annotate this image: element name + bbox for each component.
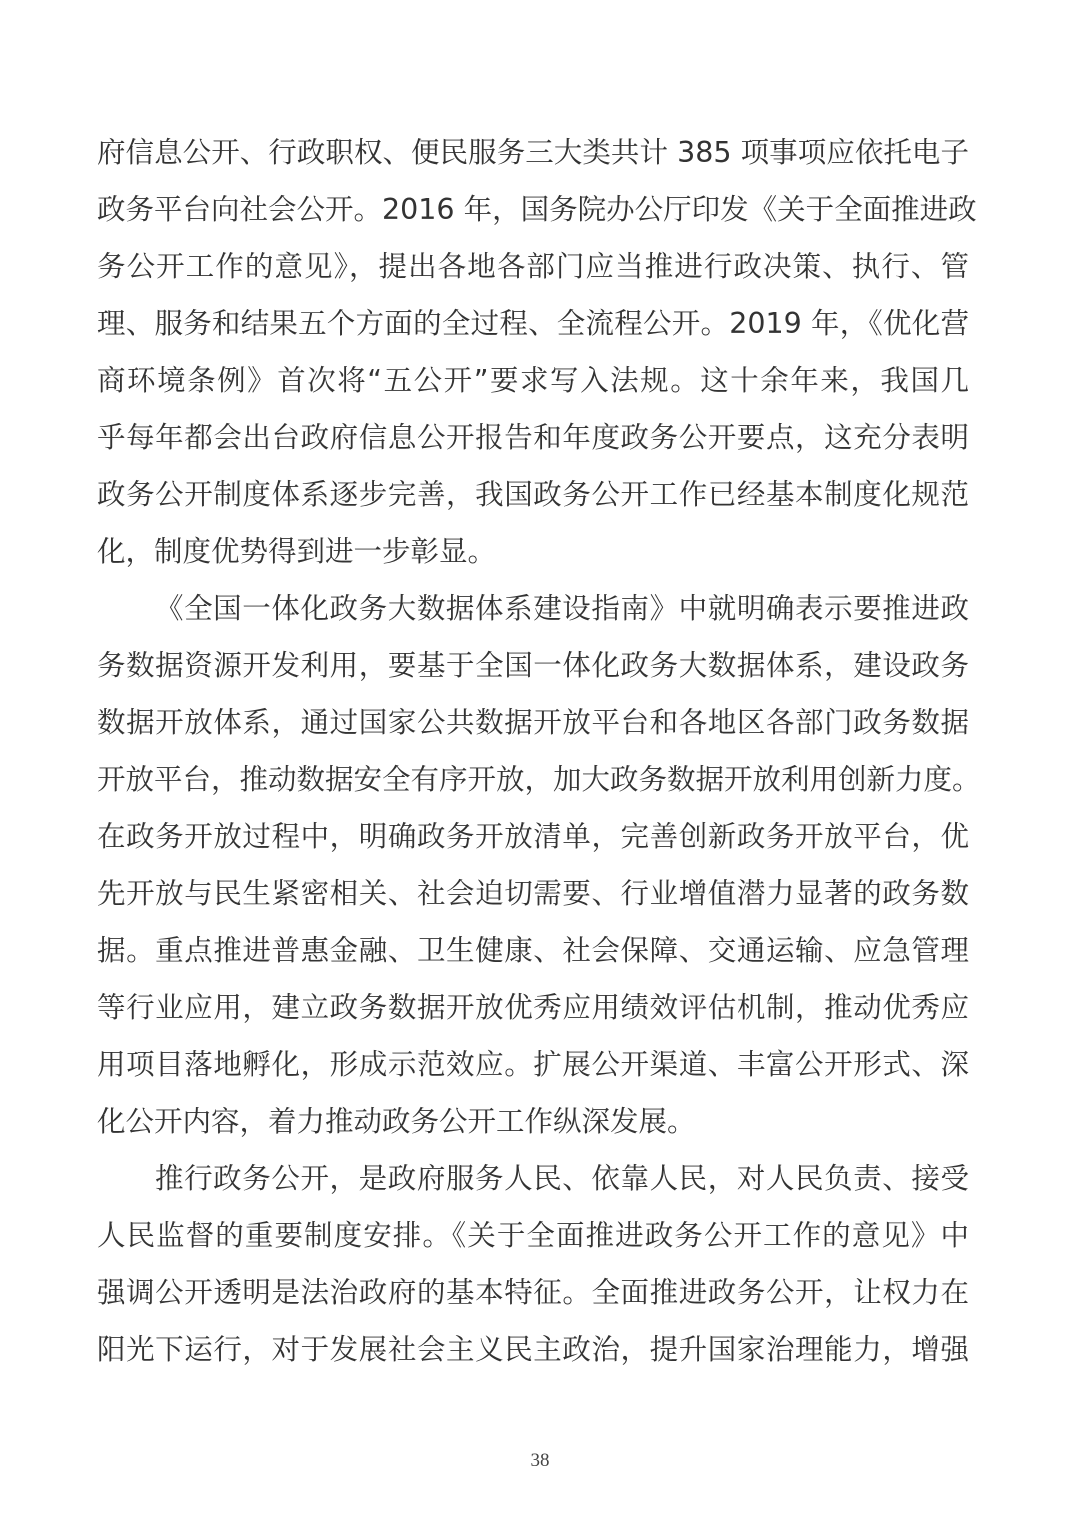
text-line: 据。重点推进普惠金融、卫生健康、社会保障、交通运输、应急管理 (97, 934, 969, 967)
text-line: 商环境条例》首次将“五公开”要求写入法规。这十余年来，我国几 (97, 364, 969, 397)
page-number: 38 (530, 1450, 550, 1471)
text-line: 阳光下运行，对于发展社会主义民主政治，提升国家治理能力，增强 (97, 1333, 969, 1366)
text-line: 化，制度优势得到进一步彰显。 (97, 535, 497, 568)
paragraph-first-line: 推行政务公开，是政府服务人民、依靠人民，对人民负责、接受 (155, 1162, 969, 1195)
text-line: 务数据资源开发利用，要基于全国一体化政务大数据体系，建设政务 (97, 649, 969, 682)
text-line: 乎每年都会出台政府信息公开报告和年度政务公开要点，这充分表明 (97, 421, 969, 454)
text-line: 用项目落地孵化，形成示范效应。扩展公开渠道、丰富公开形式、深 (97, 1048, 969, 1081)
text-line: 等行业应用，建立政务数据开放优秀应用绩效评估机制，推动优秀应 (97, 991, 969, 1024)
paragraph-first-line: 《全国一体化政务大数据体系建设指南》中就明确表示要推进政 (155, 592, 969, 625)
text-line: 政务公开制度体系逐步完善，我国政务公开工作已经基本制度化规范 (97, 478, 969, 511)
text-line: 政务平台向社会公开。2016 年，国务院办公厅印发《关于全面推进政 (97, 193, 977, 226)
text-line: 务公开工作的意见》，提出各地各部门应当推进行政决策、执行、管 (97, 250, 969, 283)
text-line: 理、服务和结果五个方面的全过程、全流程公开。2019 年，《优化营 (97, 307, 969, 340)
text-line: 人民监督的重要制度安排。《关于全面推进政务公开工作的意见》中 (97, 1219, 969, 1252)
text-line: 在政务开放过程中，明确政务开放清单，完善创新政务开放平台，优 (97, 820, 969, 853)
text-line: 开放平台，推动数据安全有序开放，加大政务数据开放利用创新力度。 (97, 763, 981, 796)
text-line: 强调公开透明是法治政府的基本特征。全面推进政务公开，让权力在 (97, 1276, 969, 1309)
text-line: 府信息公开、行政职权、便民服务三大类共计 385 项事项应依托电子 (97, 136, 969, 169)
text-line: 数据开放体系，通过国家公共数据开放平台和各地区各部门政务数据 (97, 706, 969, 739)
text-line: 先开放与民生紧密相关、社会迫切需要、行业增值潜力显著的政务数 (97, 877, 969, 910)
text-line: 化公开内容，着力推动政务公开工作纵深发展。 (97, 1105, 696, 1138)
